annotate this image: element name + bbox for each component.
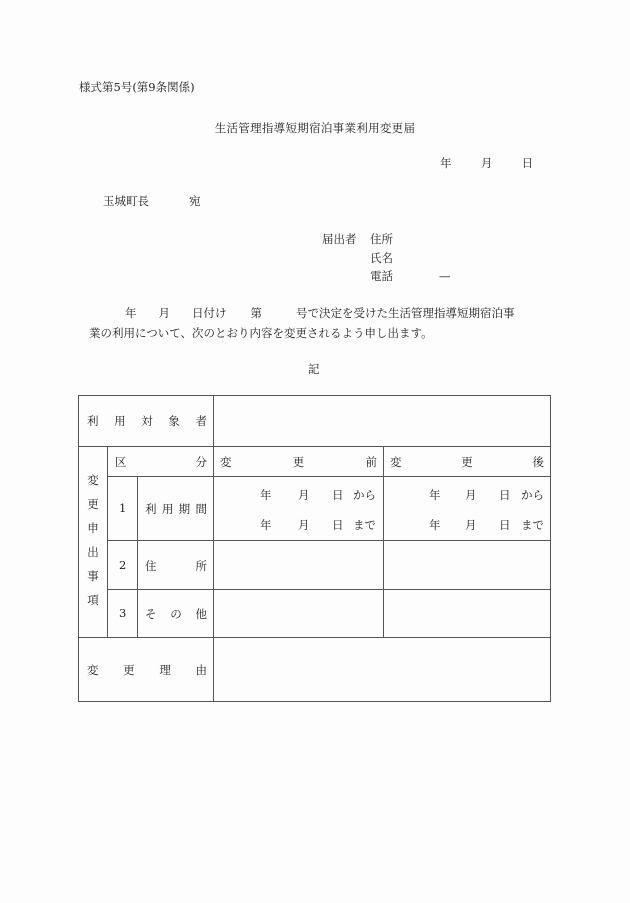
body-line1: 号で決定を受けた生活管理指導短期宿泊事	[296, 306, 515, 320]
body-year: 年	[125, 306, 137, 320]
address-label: 住所	[370, 232, 393, 246]
addressee-name: 玉城町長	[103, 194, 149, 208]
row-1-number: 1	[119, 501, 127, 515]
date-day: 日	[521, 156, 534, 170]
date-month: 月	[480, 156, 493, 170]
address-before-input[interactable]	[214, 541, 383, 589]
row-1-label: 利 用 期 間	[145, 502, 207, 516]
phone-label: 電話	[370, 269, 393, 283]
body-day: 日付け	[192, 306, 227, 320]
reason-label: 変 更 理 由	[87, 663, 207, 677]
other-before-input[interactable]	[214, 590, 383, 637]
applicant-block	[322, 230, 451, 286]
before-header: 変 更 前	[220, 455, 377, 469]
phone-dash: —	[439, 269, 451, 283]
body-paragraph	[89, 303, 515, 343]
document-title: 生活管理指導短期宿泊事業利用変更届	[214, 121, 416, 135]
date-year: 年	[440, 156, 452, 170]
address-after-input[interactable]	[384, 541, 550, 589]
reason-input[interactable]	[214, 638, 550, 701]
row-3-label: そ の 他	[145, 607, 207, 621]
name-label: 氏名	[370, 250, 393, 265]
subject-input[interactable]	[214, 396, 550, 446]
section-label: 変 更 申 出 事 項	[87, 473, 99, 607]
body-line2: 業の利用について、次のとおり内容を変更されるよう申し出ます。	[89, 326, 433, 340]
applicant-label: 届出者	[322, 232, 357, 246]
subject-label: 利 用 対 象 者	[87, 414, 207, 428]
row-3-number: 3	[119, 606, 127, 620]
form-number: 様式第5号(第9条関係)	[79, 80, 195, 94]
row-2-number: 2	[119, 558, 127, 572]
submission-date	[440, 155, 533, 171]
addressee-suffix: 宛	[189, 194, 201, 208]
ki-heading: 記	[308, 362, 320, 376]
change-table: 利 用 対 象 者 変 更 申 出 事 項 区 分 変 更 前 変 更 後 1 利 用 期 間 年 月 日 から 年 月 日 まで 年 月 日 から 年 月 日 まで 2 住 所 3 そ の 他 変 更 理 由	[78, 395, 551, 702]
other-after-input[interactable]	[384, 590, 550, 637]
body-month: 月	[158, 306, 170, 320]
row-2-label: 住 所	[145, 559, 207, 573]
addressee	[103, 193, 201, 209]
category-header: 区 分	[115, 455, 207, 469]
after-header: 変 更 後	[390, 455, 544, 469]
body-number-prefix: 第	[250, 306, 262, 320]
